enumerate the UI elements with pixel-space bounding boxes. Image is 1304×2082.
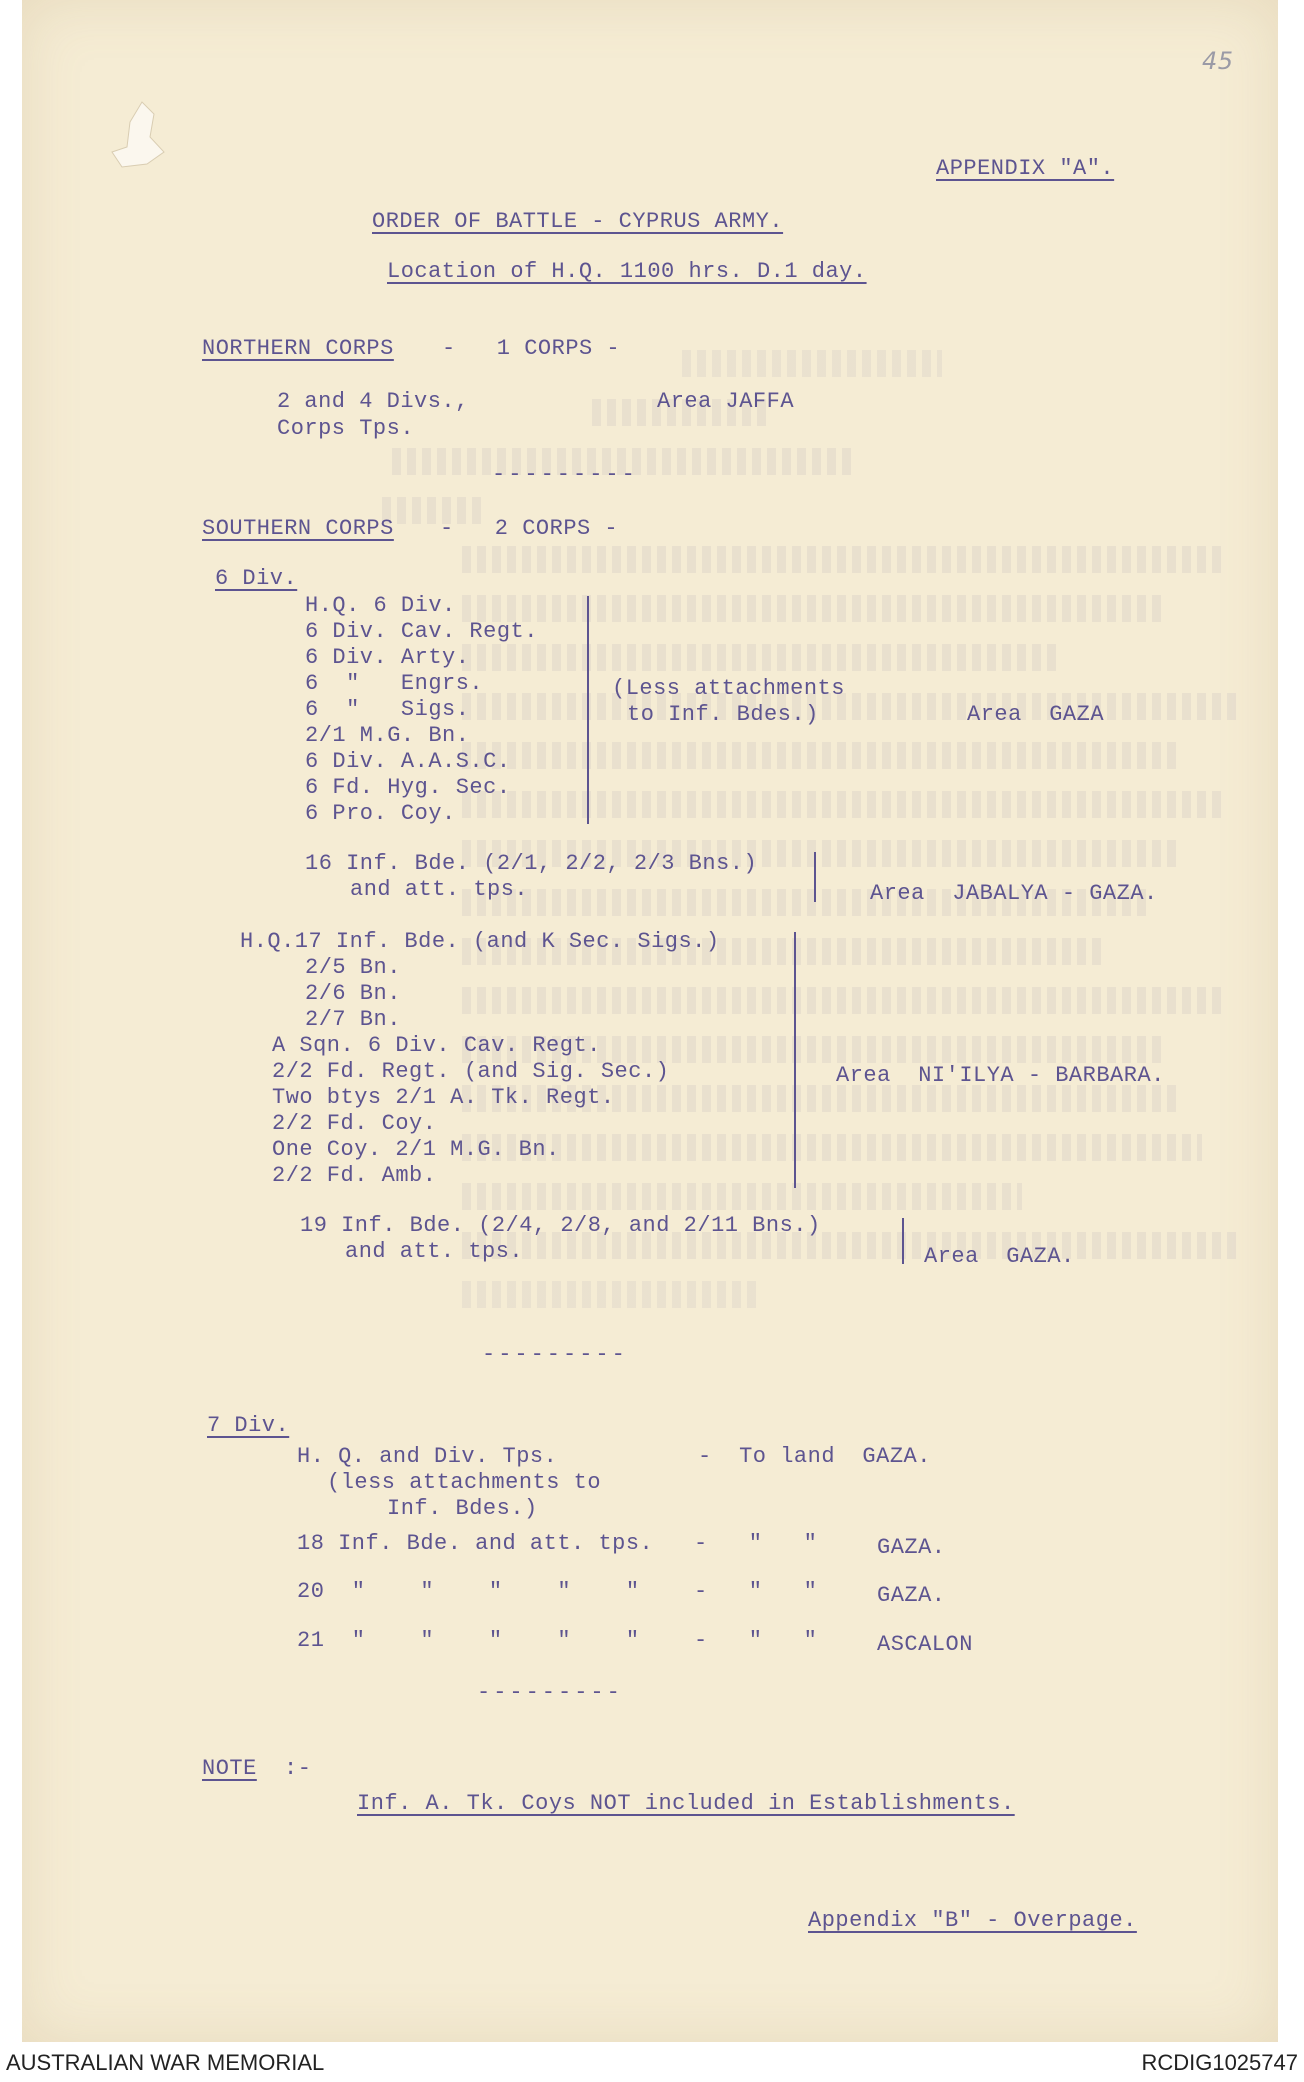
pencil-page-number: 45 [1202,47,1234,75]
note-colon: :- [284,1756,312,1781]
bde17-unit: A Sqn. 6 Div. Cav. Regt. [272,1033,601,1058]
bde16-bracket [814,852,816,902]
footer-institution: AUSTRALIAN WAR MEMORIAL [6,2050,325,2075]
div6-bracket [587,596,589,824]
div7-row-ditto: - " " [694,1531,818,1556]
bde17-unit: 2/5 Bn. [305,955,401,980]
bde17-area: Area NI'ILYA - BARBARA. [836,1063,1165,1088]
div6-unit: 6 Div. A.A.S.C. [305,749,511,774]
overpage-reference: Appendix "B" - Overpage. [808,1908,1137,1933]
separator: --------- [492,462,638,487]
bde16-area: Area JABALYA - GAZA. [870,881,1158,906]
div6-heading: 6 Div. [215,566,298,591]
div6-unit: H.Q. 6 Div. [305,593,456,618]
separator: --------- [482,1342,628,1367]
div6-note-line1: (Less attachments [612,676,845,701]
bde19-line2: and att. tps. [345,1239,524,1264]
northern-corps-tps: Corps Tps. [277,416,415,441]
div6-unit: 6 Pro. Coy. [305,801,456,826]
div7-row-ditto: - " " [694,1579,818,1604]
div6-unit: 2/1 M.G. Bn. [305,723,470,748]
bde19-area: Area GAZA. [924,1244,1075,1269]
bde17-unit: 2/6 Bn. [305,981,401,1006]
separator: --------- [477,1680,623,1705]
footer-catalogue-id: RCDIG1025747 [1141,2050,1298,2075]
document-sheet [22,0,1278,2042]
div7-row-unit: 20 " " " " " [297,1579,640,1604]
southern-corps-designation: - 2 CORPS - [440,516,619,541]
div7-hq-destination: - To land GAZA. [698,1444,931,1469]
appendix-label: APPENDIX "A". [936,156,1115,181]
div7-row-destination: ASCALON [877,1632,973,1657]
southern-corps-heading: SOUTHERN CORPS [202,516,394,541]
northern-corps-heading: NORTHERN CORPS [202,336,394,361]
div7-row-ditto: - " " [694,1628,818,1653]
bde16-line2: and att. tps. [350,877,529,902]
bde16-line1: 16 Inf. Bde. (2/1, 2/2, 2/3 Bns.) [305,851,758,876]
div7-row-destination: GAZA. [877,1535,946,1560]
div6-unit: 6 Div. Arty. [305,645,470,670]
bde17-unit: Two btys 2/1 A. Tk. Regt. [272,1085,615,1110]
northern-corps-designation: - 1 CORPS - [442,336,621,361]
page-title: ORDER OF BATTLE - CYPRUS ARMY. [372,209,784,234]
bde17-unit: 2/7 Bn. [305,1007,401,1032]
bde17-unit: H.Q.17 Inf. Bde. (and K Sec. Sigs.) [240,929,720,954]
bde17-unit: 2/2 Fd. Amb. [272,1163,437,1188]
page-subtitle: Location of H.Q. 1100 hrs. D.1 day. [387,259,867,284]
bde19-line1: 19 Inf. Bde. (2/4, 2/8, and 2/11 Bns.) [300,1213,821,1238]
note-heading: NOTE [202,1756,257,1781]
div7-hq-line1: H. Q. and Div. Tps. [297,1444,558,1469]
bde17-bracket [794,932,796,1188]
div7-hq-line3: Inf. Bdes.) [387,1496,538,1521]
div6-area: Area GAZA [967,702,1105,727]
div6-note-line2: to Inf. Bdes.) [627,702,819,727]
div7-row-unit: 21 " " " " " [297,1628,640,1653]
northern-corps-area: Area JAFFA [657,389,795,414]
bde19-bracket [902,1218,904,1264]
div6-unit: 6 Div. Cav. Regt. [305,619,538,644]
div6-unit: 6 " Sigs. [305,697,470,722]
div7-row-unit: 18 Inf. Bde. and att. tps. [297,1531,654,1556]
bde17-unit: 2/2 Fd. Coy. [272,1111,437,1136]
paper-tear-mark [102,92,172,182]
div6-unit: 6 Fd. Hyg. Sec. [305,775,511,800]
div7-hq-line2: (less attachments to [327,1470,602,1495]
note-text: Inf. A. Tk. Coys NOT included in Establishments. [357,1791,1015,1816]
bde17-unit: 2/2 Fd. Regt. (and Sig. Sec.) [272,1059,670,1084]
div7-heading: 7 Div. [207,1413,290,1438]
bde17-unit: One Coy. 2/1 M.G. Bn. [272,1137,560,1162]
northern-corps-divs: 2 and 4 Divs., [277,389,469,414]
div6-unit: 6 " Engrs. [305,671,484,696]
div7-row-destination: GAZA. [877,1583,946,1608]
